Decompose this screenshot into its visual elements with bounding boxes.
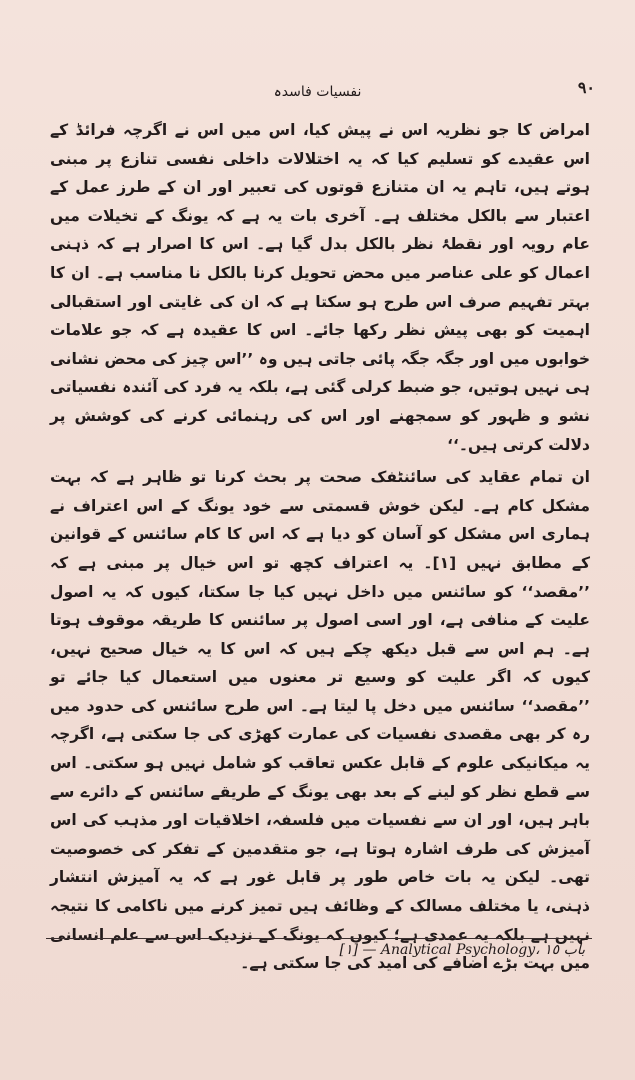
- paragraph-2: ان تمام عقاید کی سائنٹفک صحت پر بحث کرنا تو ظاہر ہے کہ بہت مشکل کام ہے۔ لیکن خوش قسمتی سے خود یونگ کے اس اعتراف نے ہماری اس مشکل کو آسان کو دیا ہے کہ اس کا کام سائنس کے قوانین کے مطابق نہیں [١]۔ یہ اعتراف کچھ تو اس خیال پر مبنی ہے کہ ’’مقصد‘‘ کو سائنس میں داخل نہیں کیا جا سکتا، کیوں کہ یہ اصول علیت کے منافی ہے، اور اسی اصول پر سائنس کا طریقہ موقوف ہوتا ہے۔ ہم اس سے قبل دیکھ چکے ہیں کہ اس کا یہ خیال صحیح نہیں، کیوں کہ اگر علیت کو وسیع تر معنوں میں استعمال کیا جائے تو ’’مقصد‘‘ سائنس میں دخل پا لیتا ہے۔ اس طرح سائنس کی حدود میں رہ کر بھی مقصدی نفسیات کی عمارت کھڑی کی جا سکتی ہے، اگرچہ یہ میکانیکی علوم کے قابل عکس تعاقب کو شامل نہیں ہو سکتی۔ اس سے قطع نظر کو لینے کے بعد بھی یونگ کے طریقے سائنس کے دائرے سے باہر ہیں، اور ان سے نفسیات میں فلسفہ، اخلاقیات اور مذہب کی اس آمیزش کی طرف اشارہ ہوتا ہے، جو متقدمین کے تفکر کی خصوصیت تھی۔ لیکن یہ بات خاص طور پر قابل غور ہے کہ یہ آمیزش انتشار ذہنی، یا مختلف مسالک کے وظائف ہیں تمیز کرنے میں ناکامی کا نتیجہ نہیں ہے بلکہ یہ عمدی ہے؛ کیوں کہ یونگ کے نزدیک اس سے علم انسانی میں بہت بڑے اضافے کی امید کی جا سکتی ہے۔: [50, 468, 591, 973]
- running-title: نفسیات فاسدہ: [273, 84, 362, 100]
- footnote-text: Analytical Psychology: [380, 942, 536, 958]
- footnote-marker: [١]: [339, 942, 358, 958]
- footnote: [١] — Analytical Psychology، باب ١٥: [339, 942, 585, 958]
- paragraph-1: امراض کا جو نظریہ اس نے پیش کیا، اس میں اس نے اگرچہ فرائڈ کے اس عقیدے کو تسلیم کیا کہ یہ اختلالات داخلی نفسی تنازع پر مبنی ہوتے ہیں، تاہم یہ ان متنازع قوتوں کی تعبیر اور ان کے طرز عمل کے اعتبار سے بالکل مختلف ہے۔ آخری بات یہ ہے کہ یونگ کے تخیلات میں عام رویہ اور نقطۂ نظر بالکل بدل گیا ہے۔ اس کا اصرار ہے کہ ذہنی اعمال کو علی عناصر میں محض تحویل کرنا بالکل نا مناسب ہے۔ ان کا بہتر تفہیم صرف اس طرح ہو سکتا ہے کہ ان کی غایتی اور استقبالی اہمیت کو بھی پیش نظر رکھا جائے۔ اس کا عقیدہ ہے کہ جو علامات خوابوں میں اور جگہ جگہ پائی جاتی ہیں وہ ’’اس چیز کی محض نشانی ہی نہیں ہوتیں، جو ضبط کرلی گئی ہے، بلکہ یہ فرد کی آئندہ نفسیاتی نشو و ظہور کو سمجھنے اور اس کی رہنمائی کرنے کی کوشش پر دلالت کرتی ہیں۔‘‘: [50, 121, 590, 454]
- footnote-divider: [46, 938, 592, 939]
- footnote-chapter: باب ١٥: [544, 942, 585, 958]
- page-header: [40, 78, 595, 108]
- body-text: [50, 116, 590, 978]
- page-number: ٩٠: [577, 78, 595, 97]
